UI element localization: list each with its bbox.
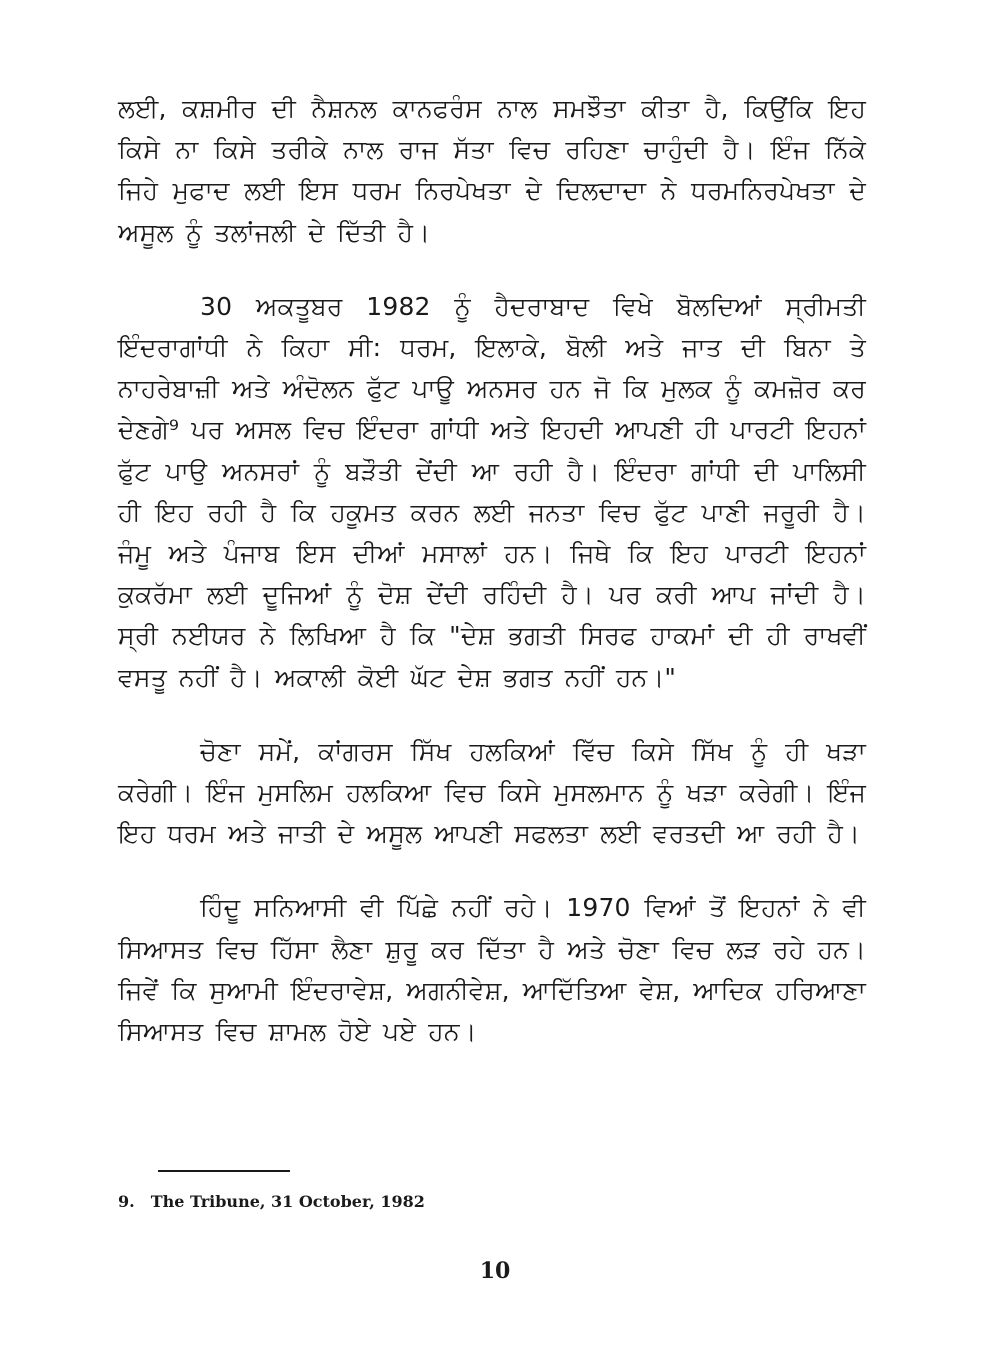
footnote-divider <box>158 1170 290 1172</box>
paragraph-election-candidates: ਚੋਣਾ ਸਮੇਂ, ਕਾਂਗਰਸ ਸਿੱਖ ਹਲਕਿਆਂ ਵਿੱਚ ਕਿਸੇ ਸਿੱਖ ਨੂੰ ਹੀ ਖੜਾ ਕਰੇਗੀ। ਇੰਜ ਮੁਸਲਿਮ ਹਲਕਿਆ ਵਿਚ ਕਿਸੇ ਮੁਸਲਮਾਨ ਨੂੰ ਖੜਾ ਕਰੇਗੀ। ਇੰਜ ਇਹ ਧਰਮ ਅਤੇ ਜਾਤੀ ਦੇ ਅਸੂਲ ਆਪਣੀ ਸਫਲਤਾ ਲਈ ਵਰਤਦੀ ਆ ਰਹੀ ਹੈ। <box>118 736 866 849</box>
footnote <box>118 1192 425 1211</box>
footnote-marker: 9. <box>118 1192 135 1211</box>
body-text <box>118 88 866 1052</box>
paragraph-indira-gandhi-quote: 30 ਅਕਤੂਬਰ 1982 ਨੂੰ ਹੈਦਰਾਬਾਦ ਵਿਖੇ ਬੋਲਦਿਆਂ ਸ੍ਰੀਮਤੀ ਇੰਦਰਾਗਾਂਧੀ ਨੇ ਕਿਹਾ ਸੀ: ਧਰਮ, ਇਲਾਕੇ, ਬੋਲੀ ਅਤੇ ਜਾਤ ਦੀ ਬਿਨਾ ਤੇ ਨਾਹਰੇਬਾਜ਼ੀ ਅਤੇ ਅੰਦੋਲਨ ਫੁੱਟ ਪਾਊ ਅਨਸਰ ਹਨ ਜੋ ਕਿ ਮੁਲਕ ਨੂੰ ਕਮਜ਼ੋਰ ਕਰ ਦੇਣਗੇ⁹ ਪਰ ਅਸਲ ਵਿਚ ਇੰਦਰਾ ਗਾਂਧੀ ਅਤੇ ਇਹਦੀ ਆਪਣੀ ਹੀ ਪਾਰਟੀ ਇਹਨਾਂ ਫੁੱਟ ਪਾਉ ਅਨਸਰਾਂ ਨੂੰ ਬੜੌਤੀ ਦੇਂਦੀ ਆ ਰਹੀ ਹੈ। ਇੰਦਰਾ ਗਾਂਧੀ ਦੀ ਪਾਲਿਸੀ ਹੀ ਇਹ ਰਹੀ ਹੈ ਕਿ ਹਕੂਮਤ ਕਰਨ ਲਈ ਜਨਤਾ ਵਿਚ ਫੁੱਟ ਪਾਣੀ ਜਰੂਰੀ ਹੈ। ਜੰਮੂ ਅਤੇ ਪੰਜਾਬ ਇਸ ਦੀਆਂ ਮਸਾਲਾਂ ਹਨ। ਜਿਥੇ ਕਿ ਇਹ ਪਾਰਟੀ ਇਹਨਾਂ ਕੁਕਰੱਮਾ ਲਈ ਦੂਜਿਆਂ ਨੂੰ ਦੋਸ਼ ਦੇਂਦੀ ਰਹਿੰਦੀ ਹੈ। ਪਰ ਕਰੀ ਆਪ ਜਾਂਦੀ ਹੈ। ਸ੍ਰੀ ਨਈਯਰ ਨੇ ਲਿਖਿਆ ਹੈ ਕਿ "ਦੇਸ਼ ਭਗਤੀ ਸਿਰਫ ਹਾਕਮਾਂ ਦੀ ਹੀ ਰਾਖਵੀਂ ਵਸਤੂ ਨਹੀਂ ਹੈ। ਅਕਾਲੀ ਕੋਈ ਘੱਟ ਦੇਸ਼ ਭਗਤ ਨਹੀਂ ਹਨ।" <box>118 291 866 692</box>
paragraph-continuation: ਲਈ, ਕਸ਼ਮੀਰ ਦੀ ਨੈਸ਼ਨਲ ਕਾਨਫਰੰਸ ਨਾਲ ਸਮਝੌਤਾ ਕੀਤਾ ਹੈ, ਕਿਉਂਕਿ ਇਹ ਕਿਸੇ ਨਾ ਕਿਸੇ ਤਰੀਕੇ ਨਾਲ ਰਾਜ ਸੱਤਾ ਵਿਚ ਰਹਿਣਾ ਚਾਹੁੰਦੀ ਹੈ। ਇੰਜ ਨਿੱਕੇ ਜਿਹੇ ਮੁਫਾਦ ਲਈ ਇਸ ਧਰਮ ਨਿਰਪੇਖਤਾ ਦੇ ਦਿਲਦਾਦਾ ਨੇ ਧਰਮਨਿਰਪੇਖਤਾ ਦੇ ਅਸੂਲ ਨੂੰ ਤਲਾਂਜਲੀ ਦੇ ਦਿੱਤੀ ਹੈ। <box>118 94 866 247</box>
paragraph-hindu-sanyasis: ਹਿੰਦੂ ਸਨਿਆਸੀ ਵੀ ਪਿੱਛੇ ਨਹੀਂ ਰਹੇ। 1970 ਵਿਆਂ ਤੋਂ ਇਹਨਾਂ ਨੇ ਵੀ ਸਿਆਸਤ ਵਿਚ ਹਿੱਸਾ ਲੈਣਾ ਸ਼ੁਰੂ ਕਰ ਦਿੱਤਾ ਹੈ ਅਤੇ ਚੋਣਾ ਵਿਚ ਲੜ ਰਹੇ ਹਨ। ਜਿਵੇਂ ਕਿ ਸੁਆਮੀ ਇੰਦਰਾਵੇਸ਼, ਅਗਨੀਵੇਸ਼, ਆਦਿੱਤਿਆ ਵੇਸ਼, ਆਦਿਕ ਹਰਿਆਣਾ ਸਿਆਸਤ ਵਿਚ ਸ਼ਾਮਲ ਹੋਏ ਪਏ ਹਨ। <box>118 893 866 1047</box>
page-number: 10 <box>479 1258 511 1284</box>
footnote-text: The Tribune, 31 October, 1982 <box>150 1192 425 1211</box>
